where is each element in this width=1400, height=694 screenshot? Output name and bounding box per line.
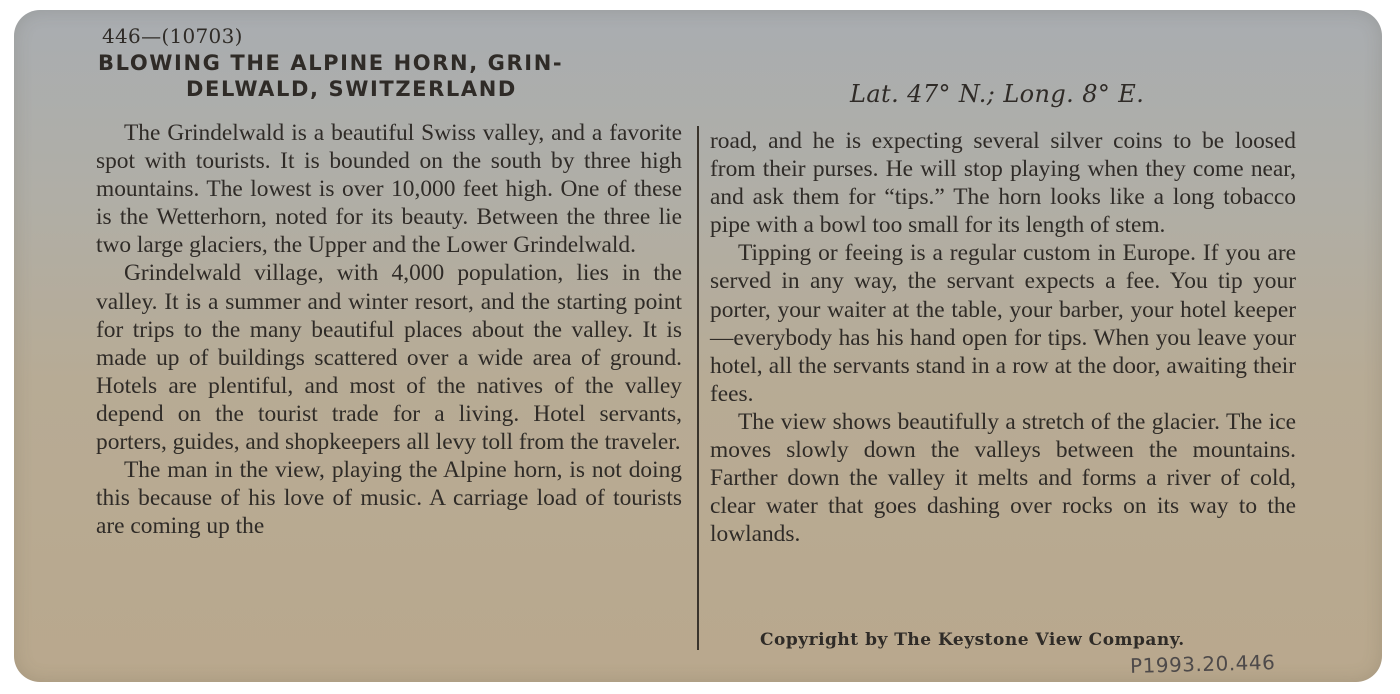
left-column	[96, 119, 682, 540]
card-title	[98, 50, 698, 102]
lat-long: Lat. 47° N.; Long. 8° E.	[850, 80, 1145, 108]
title-line-2: DELWALD, SWITZERLAND	[186, 77, 517, 101]
paragraph: Grindelwald village, with 4,000 population, lies in the valley. It is a summer and winter resort, and the starting point for trips to the many beautiful places about the valley. It is made up of buildings scattered over a wide area of ground. Hotels are plentiful, and most of the natives of the valley depend on the tourist trade for a living. Hotel servants, porters, guides, and shopkeepers all levy toll from the traveler.	[96, 260, 682, 456]
catalog-number: 446—(10703)	[102, 24, 243, 48]
column-divider	[697, 126, 699, 650]
paragraph: Tipping or feeing is a regular custom in Europe. If you are served in any way, the servant expects a fee. You tip your porter, your waiter at the table, your barber, your hotel keeper—everybody has his hand open for tips. When you leave your hotel, all the servants stand in a row at the door, awaiting their fees.	[710, 240, 1296, 407]
right-column	[710, 127, 1296, 548]
paragraph: The Grindelwald is a beautiful Swiss valley, and a favorite spot with tourists. It is bounded on the south by three high mountains. The lowest is over 10,000 feet high. One of these is the Wetterhorn, noted for its beauty. Between the three lie two large glaciers, the Upper and the Lower Grindelwald.	[96, 120, 682, 259]
paragraph: The man in the view, playing the Alpine horn, is not doing this because of his love of music. A carriage load of tourists are coming up the	[96, 457, 682, 540]
paragraph: The view shows beautifully a stretch of the glacier. The ice moves slowly down the valleys between the mountains. Farther down the valley it melts and forms a river of cold, clear water that goes dashing over rocks on its way to the lowlands.	[710, 408, 1296, 548]
copyright-line: Copyright by The Keystone View Company.	[760, 630, 1185, 650]
stereoview-card-back	[14, 10, 1382, 682]
accession-number: P1993.20.446	[1129, 650, 1276, 678]
paragraph: road, and he is expecting several silver coins to be loosed from their purses. He will stop playing when they come near, and ask them for “tips.” The horn looks like a long tobacco pipe with a bowl too small for its length of stem.	[710, 128, 1296, 239]
title-line-1: BLOWING THE ALPINE HORN, GRIN-	[98, 51, 564, 75]
